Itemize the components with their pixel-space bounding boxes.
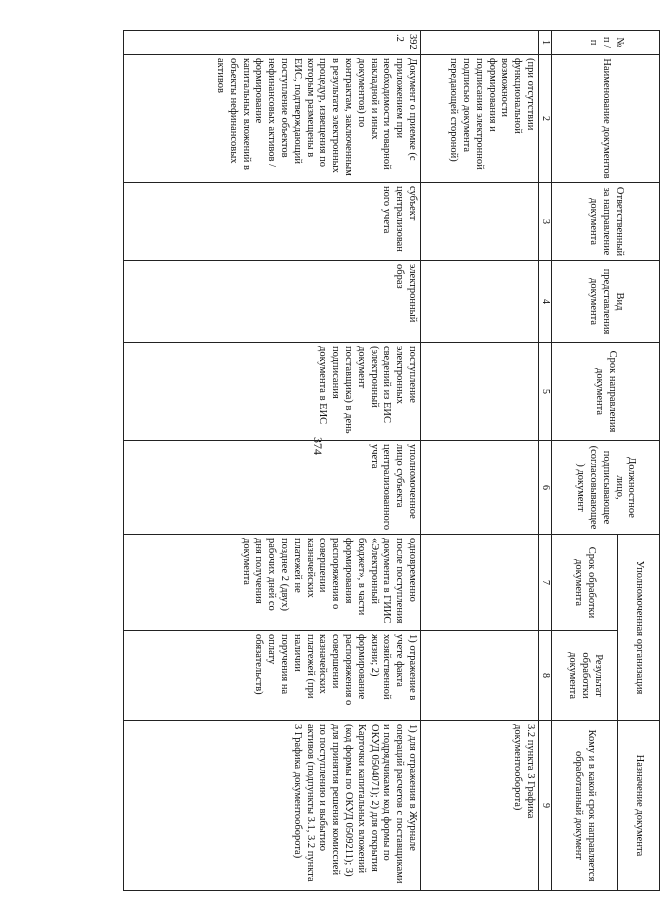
column-number: 3 (539, 183, 552, 261)
cell-kind (421, 261, 539, 343)
table-row (421, 31, 539, 891)
header-official: Должностное лицо, подписывающее (согласовывающее) документ (552, 441, 660, 535)
page-number: 374 (311, 437, 325, 455)
header-term-send: Срок направления документа (552, 343, 660, 441)
header-org: Уполномоченная организация (618, 535, 660, 721)
cell-term-send (421, 343, 539, 441)
document-flow-table (123, 30, 660, 891)
header-responsible: Ответственный за направление документа (552, 183, 660, 261)
cell-name: Документ о приемке (с приложением при необходимости товарной накладной и иных документов) по контрактам, заключенным в результате электронных процедур, извещения по которым размещены в ЕИС, подтверждающий поступление объектов нефинансовых активов / формирование капитальных вложений в объекты нефинансовых активов (124, 55, 421, 183)
cell-org-term: одновременно после поступления документа в ГИИС «Электронный бюджет», в части формирования распоряжения о совершении казначейских платежей не позднее 2 (двух) рабочих дней со дня получения документа (124, 535, 421, 631)
column-number: 7 (539, 535, 552, 631)
cell-org-term (421, 535, 539, 631)
cell-org-result (421, 631, 539, 721)
cell-dest: 3.2 пункта 3 Графика документооборота) (421, 721, 539, 891)
cell-num: 392.2 (124, 31, 421, 55)
cell-official: уполномоченное лицо субъекта централизованного учета (124, 441, 421, 535)
header-name: Наименование документов (552, 55, 660, 183)
cell-num (421, 31, 539, 55)
column-number: 5 (539, 343, 552, 441)
column-number-row (539, 31, 552, 891)
cell-responsible: субъект централизованного учета (124, 183, 421, 261)
cell-name: (при отсутствии функциональной возможности формирования и подписания электронной подписью документа передающей стороной) (421, 55, 539, 183)
table-row (124, 31, 421, 891)
cell-org-result: 1) отражение в учете факта хозяйственной жизни; 2) формирование распоряжения о совершении казначейских платежей (при наличии поручения на оплату обязательств) (124, 631, 421, 721)
header-org-term: Срок обработки документа (552, 535, 618, 631)
header-dest: Назначение документа (618, 721, 660, 891)
register-table-rotated (125, 30, 660, 890)
cell-dest: 1) для отражения в Журнале операций расчетов с поставщиками и подрядчиками код формы по ОКУД 0504071); 2) для открытия Карточки капитальных вложений (код формы по ОКУД 0509211); 3) для принятия решения комиссией по поступлению и выбытию активов (подпункты 3.1, 3.2 пункта 3 Графика документооборота) (124, 721, 421, 891)
header-num: № п / п (552, 31, 660, 55)
column-number: 2 (539, 55, 552, 183)
column-number: 4 (539, 261, 552, 343)
cell-official (421, 441, 539, 535)
column-number: 1 (539, 31, 552, 55)
column-number: 8 (539, 631, 552, 721)
cell-responsible (421, 183, 539, 261)
column-number: 6 (539, 441, 552, 535)
header-org-result: Результат обработки документа (552, 631, 618, 721)
cell-term-send: поступление электронных сведений из ЕИС (электронный документ поставщика) в день подписания документа в ЕИС (124, 343, 421, 441)
header-dest-sub: Кому и в какой срок направляется обработанный документ (552, 721, 618, 891)
column-number: 9 (539, 721, 552, 891)
cell-kind: электронный образ (124, 261, 421, 343)
header-kind: Вид представления документа (552, 261, 660, 343)
